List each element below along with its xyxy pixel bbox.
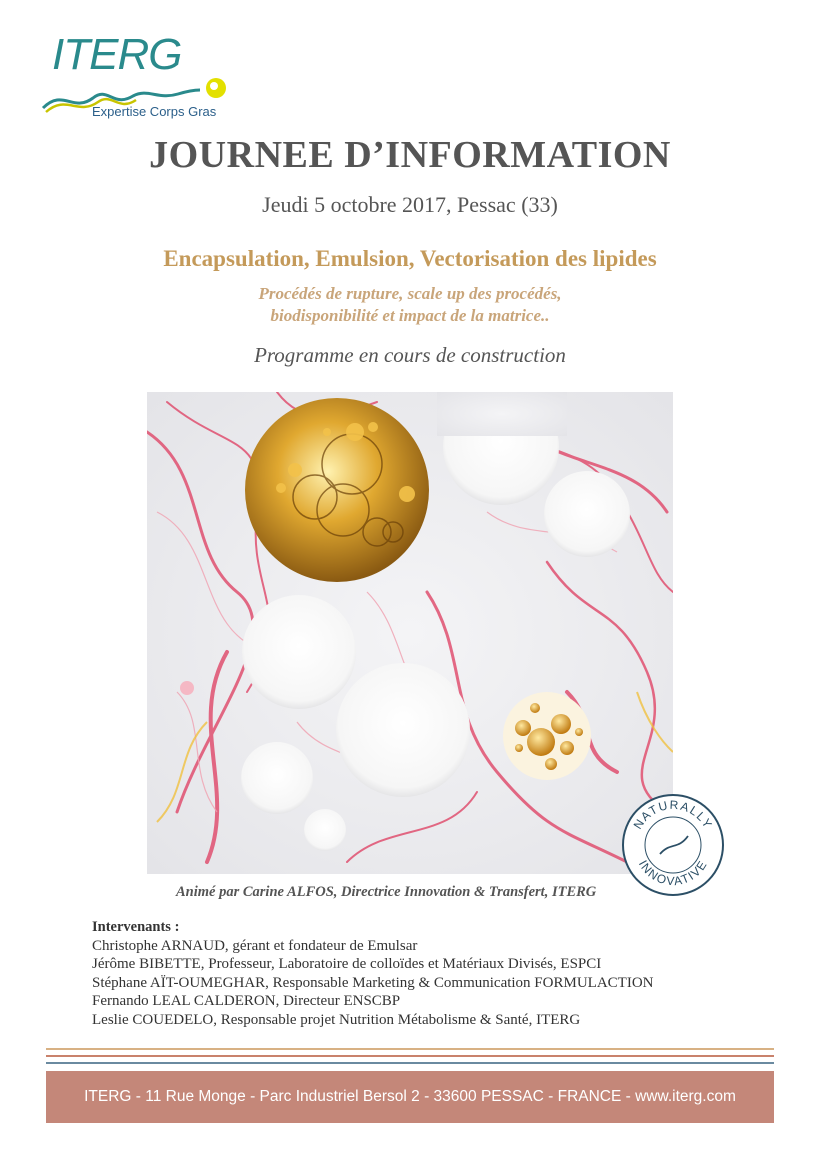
moderator-line: Animé par Carine ALFOS, Directrice Innovation & Transfert, ITERG [176, 884, 597, 900]
speaker-item: Jérôme BIBETTE, Professeur, Laboratoire de colloïdes et Matériaux Divisés, ESPCI [92, 956, 602, 972]
speaker-item: Christophe ARNAUD, gérant et fondateur de Emulsar [92, 937, 418, 954]
divider-gold [46, 1048, 774, 1050]
logo-tagline: Expertise Corps Gras [92, 104, 217, 119]
naturally-innovative-stamp-icon [620, 792, 726, 898]
iterg-logo [38, 30, 248, 125]
footer-address: ITERG - 11 Rue Monge - Parc Industriel Bersol 2 - 33600 PESSAC - FRANCE - www.iterg.com [46, 1071, 774, 1123]
divider-blue [46, 1062, 774, 1064]
speaker-item: Stéphane AÏT-OUMEGHAR, Responsable Marketing & Communication FORMULACTION [92, 974, 654, 991]
page-title: JOURNEE D’INFORMATION [149, 134, 671, 176]
emulsion-artwork [147, 392, 673, 874]
theme-title: Encapsulation, Emulsion, Vectorisation des lipides [163, 246, 657, 271]
theme-subtitle-line1: Procédés de rupture, scale up des procédés, [258, 284, 562, 303]
theme-subtitle-line2: biodisponibilité et impact de la matrice.. [270, 306, 550, 325]
speaker-item: Fernando LEAL CALDERON, Directeur ENSCBP [92, 993, 401, 1009]
speakers-heading: Intervenants : [92, 919, 180, 935]
event-date: Jeudi 5 octobre 2017, Pessac (33) [262, 192, 558, 217]
stamp-top-text: NATURALLY [630, 797, 716, 832]
stamp-bottom-text: INNOVATIVE [635, 857, 711, 889]
logo-wordmark: ITERG [52, 30, 182, 79]
speaker-item: Leslie COUEDELO, Responsable projet Nutrition Métabolisme & Santé, ITERG [92, 1011, 581, 1028]
speakers-list [92, 918, 653, 1029]
programme-note: Programme en cours de construction [254, 343, 566, 367]
divider-rose [46, 1055, 774, 1057]
